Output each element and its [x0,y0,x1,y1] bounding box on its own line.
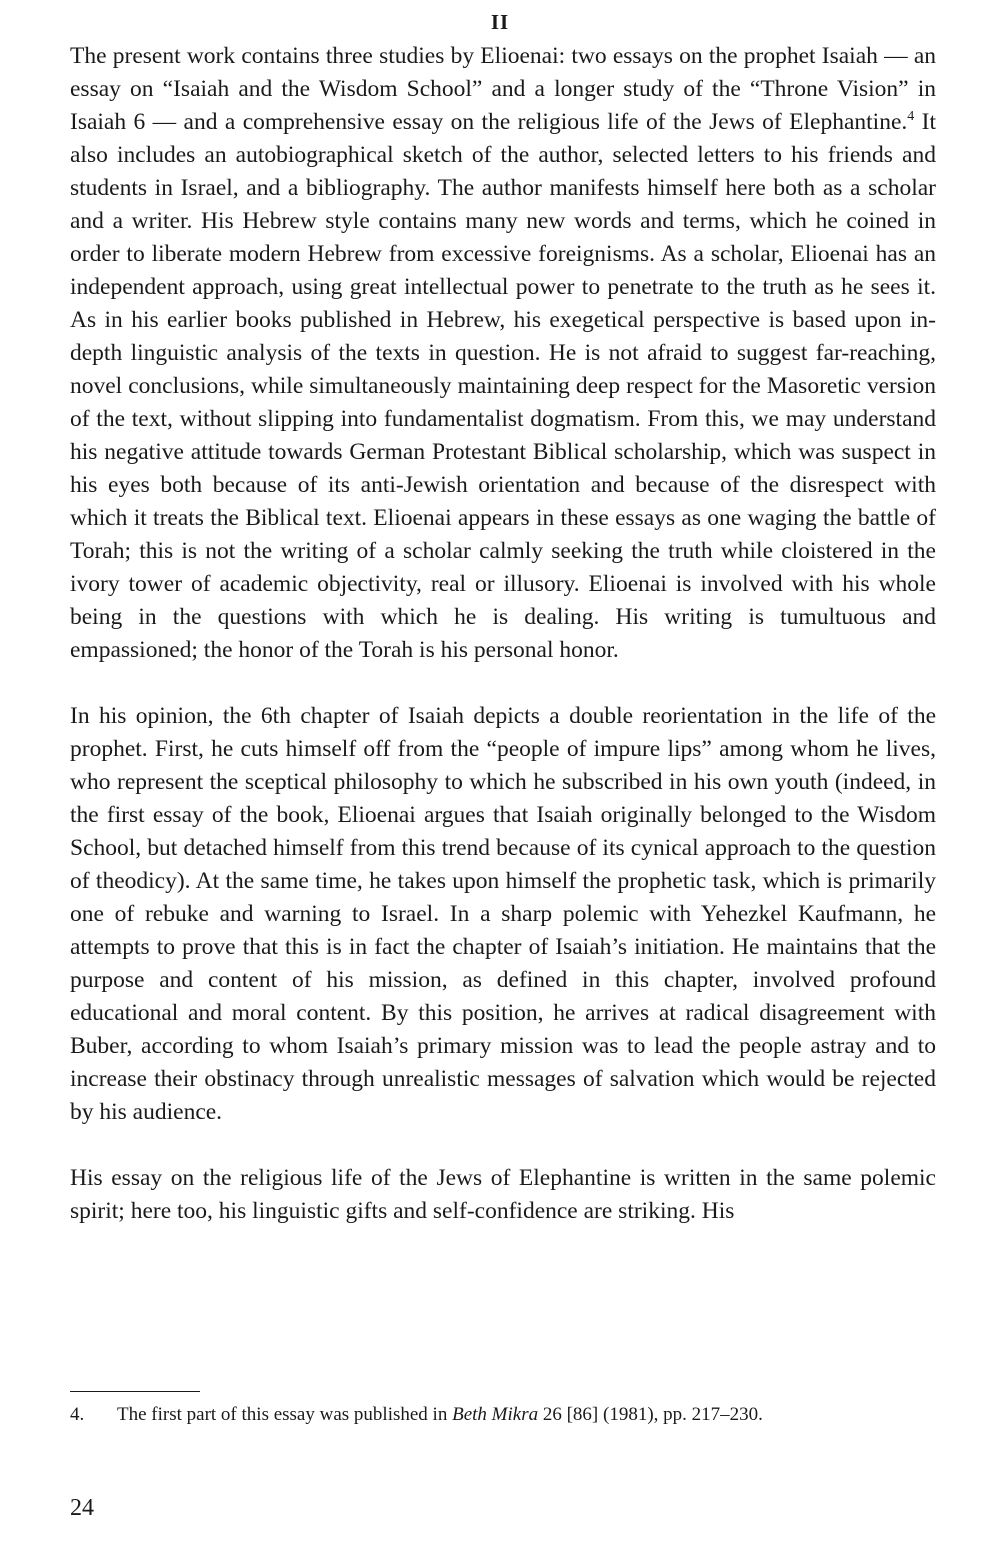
footnote-cited-title: Beth Mikra [452,1404,539,1425]
page-number: 24 [70,1495,94,1521]
footnote-number: 4. [70,1404,85,1425]
footnote-divider [70,1391,200,1392]
paragraph-1 [70,40,936,667]
paragraph-1-text-part-1: The present work contains three studies by Elioenai: two essays on the prophet Isaiah — an essay on “Isaiah and the Wisdom School” and a longer study of the “Throne Vision” in Isaiah 6 — and a comprehensive essay on the religious life of the Jews of Elephantine. [70,43,936,135]
footnote [70,1402,936,1428]
body-text [70,40,936,1228]
paragraph-2: In his opinion, the 6th chapter of Isaiah depicts a double reorientation in the life of the prophet. First, he cuts himself off from the “people of impure lips” among whom he lives, who represent the sceptical philosophy to which he subscribed in his own youth (indeed, in the first essay of the book, Elioenai argues that Isaiah originally belonged to the Wisdom School, but detached himself from this trend because of its cynical approach to the question of theodicy). At the same time, he takes upon himself the prophetic task, which is primarily one of rebuke and warning to Israel. In a sharp polemic with Yehezkel Kaufmann, he attempts to prove that this is in fact the chapter of Isaiah’s initiation. He maintains that the purpose and content of his mission, as defined in this chapter, involved profound educational and moral content. By this position, he arrives at radical disagreement with Buber, according to whom Isaiah’s primary mission was to lead the people astray and to increase their obstinacy through unrealistic messages of salvation which would be rejected by his audience. [70,703,936,1125]
paragraph-1-text-part-2: It also includes an autobiographical sketch of the author, selected letters to his friends and students in Israel, and a bibliography. The author manifests himself here both as a scholar and a writer. His Hebrew style contains many new words and terms, which he coined in order to liberate modern Hebrew from excessive foreignisms. As a scholar, Elioenai has an independent approach, using great intellectual power to penetrate to the truth as he sees it. As in his earlier books published in Hebrew, his exegetical perspective is based upon in-depth linguistic analysis of the texts in question. He is not afraid to suggest far-reaching, novel conclusions, while simultaneously maintaining deep respect for the Masoretic version of the text, without slipping into fundamentalist dogmatism. From this, we may understand his negative attitude towards German Protestant Biblical scholarship, which was suspect in his eyes both because of its anti-Jewish orientation and because of the disrespect with which it treats the Biblical text. Elioenai appears in these essays as one waging the battle of Torah; this is not the writing of a scholar calmly seeking the truth while cloistered in the ivory tower of academic objectivity, real or illusory. Elioenai is involved with his whole being in the questions with which he is dealing. His writing is tumultuous and empassioned; the honor of the Torah is his personal honor. [70,109,937,663]
footnote-text-before: The first part of this essay was published in [117,1404,453,1425]
footnote-text-after: 26 [86] (1981), pp. 217–230. [538,1404,763,1425]
section-heading: II [490,10,510,34]
footnote-reference: 4 [907,109,915,125]
paragraph-3: His essay on the religious life of the Jews of Elephantine is written in the same polemic spirit; here too, his linguistic gifts and self-confidence are striking. His [70,1165,936,1224]
